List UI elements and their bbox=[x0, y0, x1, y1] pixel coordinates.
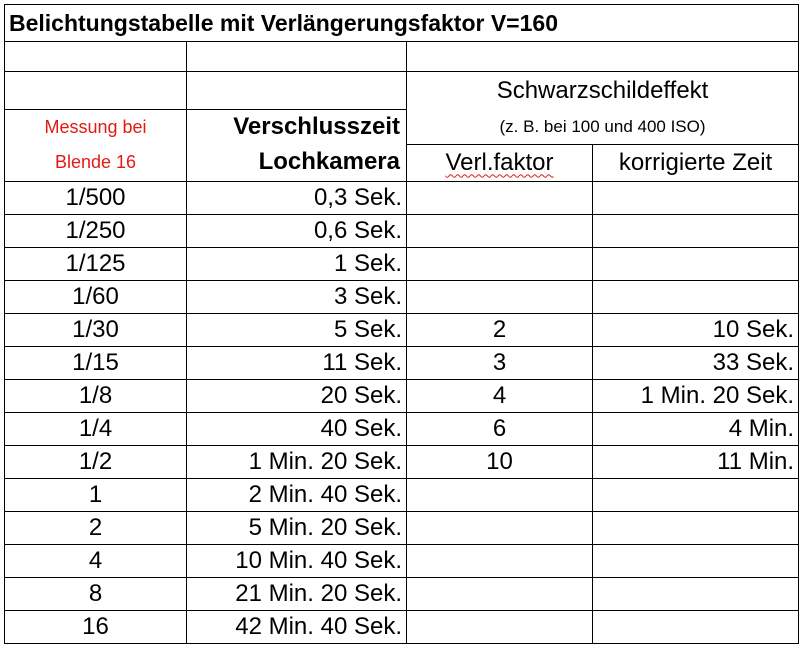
measure-cell[interactable]: 1/30 bbox=[5, 313, 187, 346]
factor-cell[interactable] bbox=[407, 181, 593, 214]
corrected-header[interactable]: korrigierte Zeit bbox=[593, 144, 799, 181]
factor-cell[interactable]: 2 bbox=[407, 313, 593, 346]
factor-cell[interactable]: 6 bbox=[407, 412, 593, 445]
table-row bbox=[5, 478, 799, 511]
measure-cell[interactable]: 1/250 bbox=[5, 214, 187, 247]
factor-header-label: Verl.faktor bbox=[445, 148, 554, 176]
header-row bbox=[5, 72, 799, 110]
cell[interactable] bbox=[5, 72, 187, 110]
shutter-cell[interactable]: 3 Sek. bbox=[187, 280, 407, 313]
shutter-header-line1[interactable]: Verschlusszeit bbox=[187, 110, 407, 145]
table-row bbox=[5, 214, 799, 247]
table-row bbox=[5, 181, 799, 214]
factor-cell[interactable] bbox=[407, 247, 593, 280]
table-title[interactable]: Belichtungstabelle mit Verlängerungsfaktor V=160 bbox=[5, 5, 799, 42]
measure-cell[interactable]: 4 bbox=[5, 544, 187, 577]
corrected-cell[interactable] bbox=[593, 247, 799, 280]
corrected-cell[interactable]: 10 Sek. bbox=[593, 313, 799, 346]
shutter-cell[interactable]: 1 Min. 20 Sek. bbox=[187, 445, 407, 478]
title-row bbox=[5, 5, 799, 42]
table-row bbox=[5, 610, 799, 643]
factor-cell[interactable] bbox=[407, 280, 593, 313]
measure-cell[interactable]: 1/125 bbox=[5, 247, 187, 280]
shutter-cell[interactable]: 0,3 Sek. bbox=[187, 181, 407, 214]
table-row bbox=[5, 511, 799, 544]
shutter-cell[interactable]: 1 Sek. bbox=[187, 247, 407, 280]
corrected-cell[interactable]: 33 Sek. bbox=[593, 346, 799, 379]
factor-header[interactable] bbox=[407, 144, 593, 181]
shutter-cell[interactable]: 20 Sek. bbox=[187, 379, 407, 412]
table-row bbox=[5, 313, 799, 346]
corrected-cell[interactable] bbox=[593, 214, 799, 247]
measure-cell[interactable]: 1 bbox=[5, 478, 187, 511]
corrected-cell[interactable] bbox=[593, 478, 799, 511]
corrected-cell[interactable] bbox=[593, 544, 799, 577]
shutter-cell[interactable]: 42 Min. 40 Sek. bbox=[187, 610, 407, 643]
table-row bbox=[5, 577, 799, 610]
measure-cell[interactable]: 1/8 bbox=[5, 379, 187, 412]
measure-cell[interactable]: 8 bbox=[5, 577, 187, 610]
corrected-cell[interactable] bbox=[593, 610, 799, 643]
blank-row bbox=[5, 42, 799, 72]
factor-cell[interactable] bbox=[407, 610, 593, 643]
cell[interactable] bbox=[407, 42, 799, 72]
table-row bbox=[5, 544, 799, 577]
measure-cell[interactable]: 16 bbox=[5, 610, 187, 643]
corrected-cell[interactable]: 1 Min. 20 Sek. bbox=[593, 379, 799, 412]
factor-cell[interactable] bbox=[407, 214, 593, 247]
measure-cell[interactable]: 1/4 bbox=[5, 412, 187, 445]
cell[interactable] bbox=[187, 72, 407, 110]
factor-cell[interactable] bbox=[407, 478, 593, 511]
schwarzschild-subtitle[interactable]: (z. B. bei 100 und 400 ISO) bbox=[407, 110, 799, 145]
table-row bbox=[5, 379, 799, 412]
table-row bbox=[5, 346, 799, 379]
shutter-cell[interactable]: 40 Sek. bbox=[187, 412, 407, 445]
corrected-cell[interactable] bbox=[593, 280, 799, 313]
factor-cell[interactable] bbox=[407, 577, 593, 610]
header-row bbox=[5, 110, 799, 145]
measure-cell[interactable]: 1/2 bbox=[5, 445, 187, 478]
table-row bbox=[5, 412, 799, 445]
shutter-cell[interactable]: 21 Min. 20 Sek. bbox=[187, 577, 407, 610]
header-row bbox=[5, 144, 799, 181]
measure-cell[interactable]: 1/15 bbox=[5, 346, 187, 379]
factor-cell[interactable]: 3 bbox=[407, 346, 593, 379]
table-row bbox=[5, 247, 799, 280]
table-row bbox=[5, 445, 799, 478]
factor-cell[interactable] bbox=[407, 544, 593, 577]
measure-header-line2[interactable]: Blende 16 bbox=[5, 144, 187, 181]
exposure-table bbox=[4, 4, 799, 644]
factor-cell[interactable]: 4 bbox=[407, 379, 593, 412]
measure-cell[interactable]: 1/60 bbox=[5, 280, 187, 313]
shutter-cell[interactable]: 11 Sek. bbox=[187, 346, 407, 379]
factor-cell[interactable]: 10 bbox=[407, 445, 593, 478]
corrected-cell[interactable] bbox=[593, 511, 799, 544]
measure-cell[interactable]: 1/500 bbox=[5, 181, 187, 214]
shutter-cell[interactable]: 5 Min. 20 Sek. bbox=[187, 511, 407, 544]
schwarzschild-title[interactable]: Schwarzschildeffekt bbox=[407, 72, 799, 110]
corrected-cell[interactable] bbox=[593, 577, 799, 610]
cell[interactable] bbox=[5, 42, 187, 72]
shutter-cell[interactable]: 2 Min. 40 Sek. bbox=[187, 478, 407, 511]
corrected-cell[interactable] bbox=[593, 181, 799, 214]
shutter-cell[interactable]: 5 Sek. bbox=[187, 313, 407, 346]
corrected-cell[interactable]: 4 Min. bbox=[593, 412, 799, 445]
shutter-header-line2[interactable]: Lochkamera bbox=[187, 144, 407, 181]
corrected-cell[interactable]: 11 Min. bbox=[593, 445, 799, 478]
shutter-cell[interactable]: 10 Min. 40 Sek. bbox=[187, 544, 407, 577]
factor-cell[interactable] bbox=[407, 511, 593, 544]
measure-cell[interactable]: 2 bbox=[5, 511, 187, 544]
table-row bbox=[5, 280, 799, 313]
measure-header-line1[interactable]: Messung bei bbox=[5, 110, 187, 145]
cell[interactable] bbox=[187, 42, 407, 72]
shutter-cell[interactable]: 0,6 Sek. bbox=[187, 214, 407, 247]
